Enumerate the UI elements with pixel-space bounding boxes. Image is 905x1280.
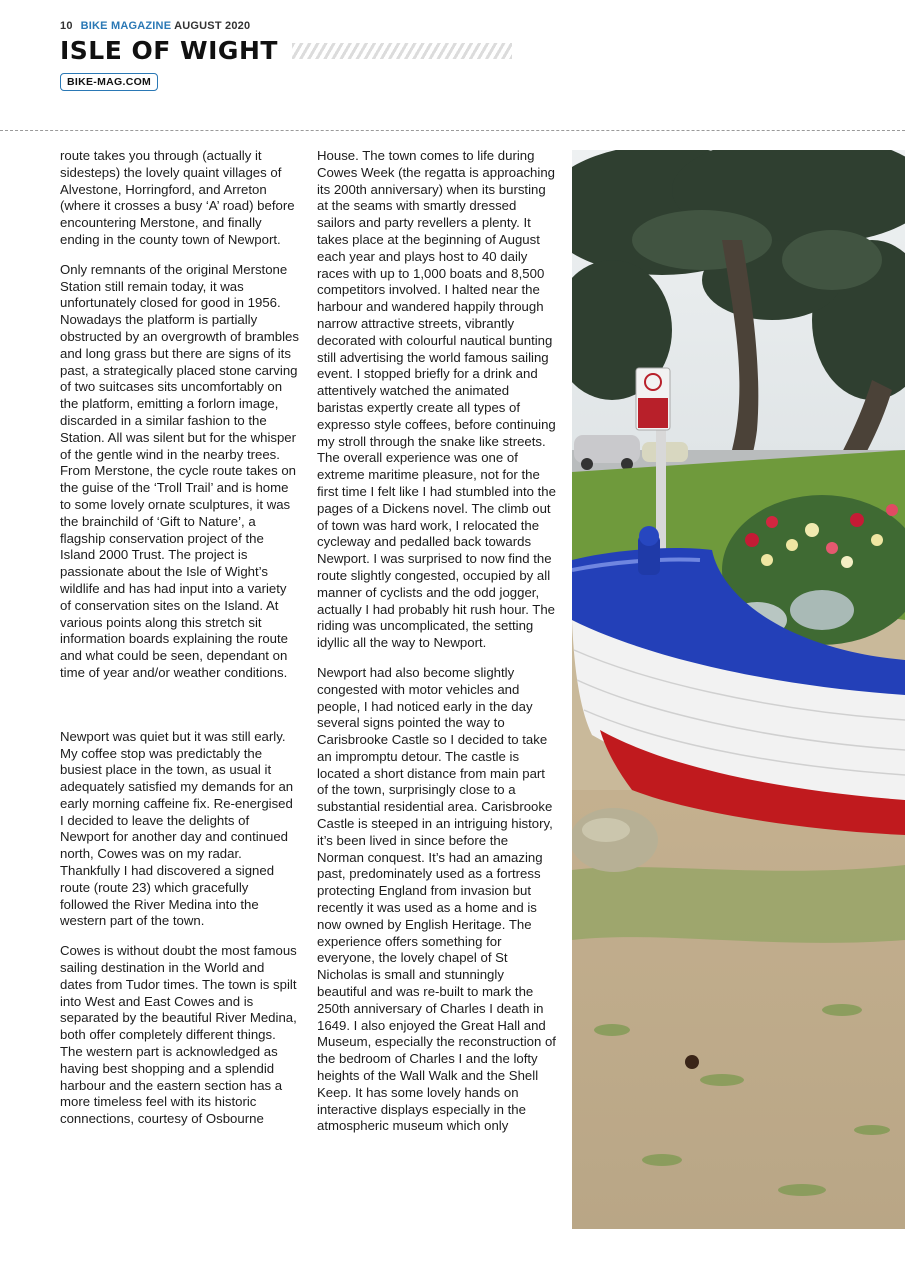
paragraph: Cowes is without doubt the most famous sailing destination in the World and dates from Tudor times. The town is spilt into West and East Cowes and is separated by the beautiful River Medina, both offer completely different things. The western part is acknowledged as having best shopping and a splendid harbour and the eastern section has a more timeless feel with its historic connections, courtesy of Osbourne [60, 943, 297, 1127]
snail [685, 1055, 699, 1069]
section-title: ISLE OF WIGHT [60, 36, 278, 65]
paragraph: Newport was quiet but it was still early. My coffee stop was predictably the busiest place in the town, as usual it adequately satisfied my demands for an early morning caffeine fix. Re-energised I decided to leave the delights of Newport for another day and continued north, Cowes was on my radar. Thankfully I had discovered a signed route (route 23) which gracefully followed the River Medina into the western part of the town. [60, 728, 294, 929]
hatch-decoration [292, 43, 512, 59]
article-column-2 [317, 148, 557, 1148]
parked-car [574, 435, 640, 463]
article-column-1 [60, 148, 300, 1141]
page-header [60, 20, 512, 91]
column-gap [60, 695, 300, 729]
paragraph: House. The town comes to life during Cowes Week (the regatta is approaching its 200th anniversary) when its bursting at the seams with smartly dressed sailors and party revellers a plenty. It takes place at the beginning of August each year and plays host to 40 daily races with up to 1,000 boats and 8,500 competitors involved. I halted near the harbour and wandered happily through narrow attractive streets, vibrantly decorated with colourful nautical bunting still advertising the world famous sailing event. I stopped briefly for a drink and attentively watched the animated baristas expertly create all types of expresso style coffees, before continuing my stroll through the snake like streets. The overall experience was one of extreme maritime pleasure, not for the first time I felt like I had stumbled into the pages of a Dickens novel. The climb out of town was hard work, I relocated the cycleway and pedalled back towards Newport. I was surprised to now find the route slightly congested, occupied by all manner of cyclists and the odd jogger, actually I had probably hit rush hour. The riding was uncomplicated, the setting idyllic all the way to Newport. [317, 148, 556, 651]
page-number: 10 [60, 20, 73, 32]
boat-planter-photo [572, 150, 905, 1229]
paragraph: Newport had also become slightly congested with motor vehicles and people, I had noticed early in the day several signs pointed the way to Carisbrooke Castle so I decided to take an impromptu detour. The castle is located a short distance from main part of the town, surprisingly close to a substantial residential area. Carisbrooke Castle is steeped in an intriguing history, it’s been lived in since before the Norman conquest. It’s had an amazing past, predominately used as a fortress protecting England from invasion but recently it was used as a home and is now owned by English Heritage. The experience offers something for everyone, the lovely chapel of St Nicholas is small and stunningly beautiful and was re-built to mark the 250th anniversary of Charles I death in 1649. I also enjoyed the Great Hall and Museum, especially the reconstruction of the bedroom of Charles I and the lofty heights of the Wall Walk and the Shell Keep. It has some lovely hands on interactive displays especially in the atmospheric museum which only [317, 664, 556, 1134]
paragraph: route takes you through (actually it sidesteps) the lovely quaint villages of Alvestone, Horringford, and Arreton (where it crosses a busy ‘A’ road) before encountering Merstone, and finally ending in the county town of Newport. [60, 148, 295, 247]
issue-date: AUGUST 2020 [174, 20, 251, 32]
paragraph: Only remnants of the original Merstone Station still remain today, it was unfortunately closed for good in 1956. Nowadays the platform is partially obstructed by an overgrowth of brambles and long grass but there are signs of its past, a strategically placed stone carving of two suitcases sits uncomfortably on the platform, emitting a forlorn image, discarded in a similar fashion to the Station. All was silent but for the whisper of the gentle wind in the nearby trees. From Merstone, the cycle route takes on the guise of the ‘Troll Trail’ and is home to some lovely ornate sculptures, it was the brainchild of ‘Gift to Nature’, a flagship conservation project of the Island 2000 Trust. The project is passionate about the Isle of Wight’s wildlife and has had input into a variety of conservation sites on the Island. At various points along this stretch sit information boards explaining the route and what could be seen, dependant on time of year and/or weather conditions. [60, 261, 299, 680]
dashed-divider [0, 130, 905, 131]
section-title-row [60, 36, 512, 65]
grass-strip [572, 865, 905, 943]
photo-illustration [572, 150, 905, 1229]
folio-line [60, 20, 512, 32]
magazine-name: BIKE MAGAZINE [80, 20, 172, 32]
website-badge[interactable]: BIKE-MAG.COM [60, 73, 158, 91]
